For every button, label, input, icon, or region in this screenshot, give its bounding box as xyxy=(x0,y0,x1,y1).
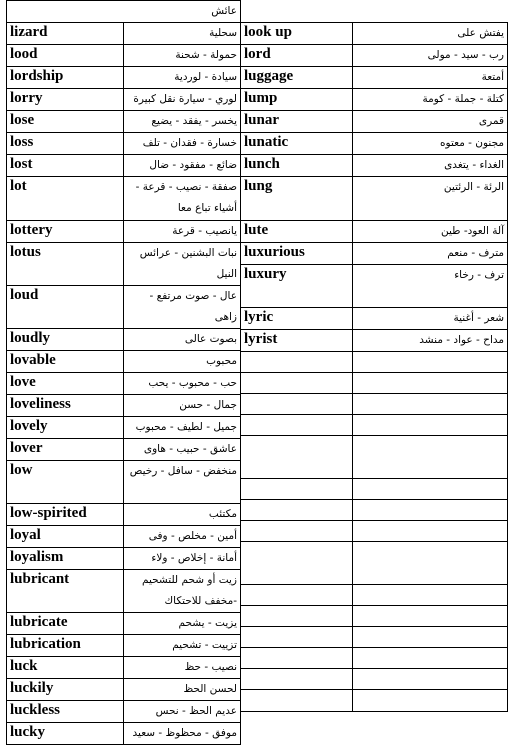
arabic-meaning: ترف - رخاء xyxy=(353,265,508,308)
english-word: lucky xyxy=(7,723,124,745)
english-word: lovable xyxy=(7,351,124,373)
english-word xyxy=(241,690,353,712)
arabic-meaning xyxy=(353,521,508,542)
english-word xyxy=(241,585,353,606)
english-word xyxy=(241,394,353,415)
english-word xyxy=(241,436,353,479)
english-word: lump xyxy=(241,89,353,111)
table-row xyxy=(241,373,508,394)
table-row xyxy=(7,45,241,67)
english-word: lunar xyxy=(241,111,353,133)
arabic-meaning: نصيب - حظ xyxy=(124,657,241,679)
english-word: lover xyxy=(7,439,124,461)
english-word: loud xyxy=(7,286,124,329)
table-row xyxy=(241,606,508,627)
table-row xyxy=(7,286,241,329)
english-word: luxury xyxy=(241,265,353,308)
arabic-meaning: تزييت - تشحيم xyxy=(124,635,241,657)
table-row xyxy=(241,89,508,111)
table-row xyxy=(7,701,241,723)
table-row xyxy=(241,669,508,690)
table-row xyxy=(241,155,508,177)
table-row xyxy=(7,351,241,373)
english-word: luxurious xyxy=(241,243,353,265)
english-word xyxy=(241,669,353,690)
table-row xyxy=(241,436,508,479)
arabic-meaning xyxy=(353,648,508,669)
english-word xyxy=(241,606,353,627)
arabic-meaning: مجنون - معتوه xyxy=(353,133,508,155)
english-word: luggage xyxy=(241,67,353,89)
arabic-meaning: عاشق - حبيب - هاوى xyxy=(124,439,241,461)
english-word xyxy=(241,648,353,669)
table-row xyxy=(7,67,241,89)
table-row xyxy=(7,723,241,745)
arabic-meaning: يفتش على xyxy=(353,23,508,45)
arabic-meaning: مترف - منعم xyxy=(353,243,508,265)
table-row xyxy=(7,373,241,395)
arabic-meaning: خسارة - فقدان - تلف xyxy=(124,133,241,155)
table-row xyxy=(241,648,508,669)
table-row xyxy=(241,243,508,265)
arabic-meaning xyxy=(353,690,508,712)
arabic-meaning: عال - صوت مرتفع - زاهى xyxy=(124,286,241,329)
english-word xyxy=(241,352,353,373)
arabic-meaning xyxy=(353,627,508,648)
table-row xyxy=(241,394,508,415)
arabic-meaning: يخسر - يفقد - يضيع xyxy=(124,111,241,133)
arabic-meaning xyxy=(353,352,508,373)
arabic-meaning: حمولة - شحنة xyxy=(124,45,241,67)
english-word xyxy=(241,415,353,436)
arabic-meaning: رب - سيد - مولى xyxy=(353,45,508,67)
arabic-meaning: ضائع - مفقود - ضال xyxy=(124,155,241,177)
left-vocabulary-table xyxy=(6,0,241,745)
english-word: lute xyxy=(241,221,353,243)
table-row xyxy=(241,330,508,352)
arabic-meaning: مداح - عواد - منشد xyxy=(353,330,508,352)
english-word: lubricate xyxy=(7,613,124,635)
english-word: luckily xyxy=(7,679,124,701)
arabic-meaning: جميل - لطيف - محبوب xyxy=(124,417,241,439)
arabic-meaning: سحلية xyxy=(124,23,241,45)
english-word: lunch xyxy=(241,155,353,177)
table-row xyxy=(241,308,508,330)
english-word: loveliness xyxy=(7,395,124,417)
table-row xyxy=(241,500,508,521)
table-row xyxy=(7,679,241,701)
table-row xyxy=(241,133,508,155)
english-word: luckless xyxy=(7,701,124,723)
top-note: عائش xyxy=(7,1,241,23)
arabic-meaning: نبات البشنين - عرائس النيل xyxy=(124,243,241,286)
right-column xyxy=(240,22,508,712)
arabic-meaning: سيادة - لوردية xyxy=(124,67,241,89)
english-word: lizard xyxy=(7,23,124,45)
english-word xyxy=(241,500,353,521)
english-word: lyric xyxy=(241,308,353,330)
table-row xyxy=(241,415,508,436)
table-row xyxy=(241,479,508,500)
table-row xyxy=(241,585,508,606)
table-row xyxy=(7,177,241,221)
table-row xyxy=(7,89,241,111)
arabic-meaning: الغداء - يتغدى xyxy=(353,155,508,177)
arabic-meaning: أمانة - إخلاص - ولاء xyxy=(124,548,241,570)
table-row xyxy=(241,265,508,308)
english-word: lottery xyxy=(7,221,124,243)
english-word: lotus xyxy=(7,243,124,286)
table-row xyxy=(241,111,508,133)
table-row xyxy=(241,67,508,89)
table-row xyxy=(7,329,241,351)
english-word: lovely xyxy=(7,417,124,439)
table-row xyxy=(241,221,508,243)
arabic-meaning xyxy=(353,669,508,690)
table-row xyxy=(7,613,241,635)
english-word: low-spirited xyxy=(7,504,124,526)
english-word: luck xyxy=(7,657,124,679)
english-word: look up xyxy=(241,23,353,45)
table-row xyxy=(241,521,508,542)
arabic-meaning xyxy=(353,373,508,394)
arabic-meaning: منخفض - سافل - رخيص xyxy=(124,461,241,504)
english-word: low xyxy=(7,461,124,504)
english-word xyxy=(241,627,353,648)
english-word: loyalism xyxy=(7,548,124,570)
arabic-meaning: حب - محبوب - يحب xyxy=(124,373,241,395)
arabic-meaning: صفقة - نصيب - قرعة - أشياء تباع معا xyxy=(124,177,241,221)
arabic-meaning: آلة العود- طين xyxy=(353,221,508,243)
table-row xyxy=(241,45,508,67)
arabic-meaning xyxy=(353,542,508,585)
table-row xyxy=(7,111,241,133)
table-row xyxy=(7,461,241,504)
table-row xyxy=(7,395,241,417)
table-row xyxy=(7,657,241,679)
english-word xyxy=(241,373,353,394)
english-word: lood xyxy=(7,45,124,67)
english-word xyxy=(241,542,353,585)
english-word: loyal xyxy=(7,526,124,548)
english-word: lord xyxy=(241,45,353,67)
arabic-meaning xyxy=(353,606,508,627)
arabic-meaning xyxy=(353,585,508,606)
english-word: loudly xyxy=(7,329,124,351)
arabic-meaning: مكتئب xyxy=(124,504,241,526)
table-row xyxy=(7,23,241,45)
table-row xyxy=(7,133,241,155)
arabic-meaning: أمتعة xyxy=(353,67,508,89)
table-row xyxy=(7,417,241,439)
arabic-meaning: محبوب xyxy=(124,351,241,373)
table-row xyxy=(241,542,508,585)
english-word: lubricant xyxy=(7,570,124,613)
english-word: lot xyxy=(7,177,124,221)
arabic-meaning xyxy=(353,415,508,436)
arabic-meaning: لوري - سيارة نقل كبيرة xyxy=(124,89,241,111)
arabic-meaning xyxy=(353,394,508,415)
english-word: love xyxy=(7,373,124,395)
english-word: lung xyxy=(241,177,353,221)
english-word xyxy=(241,521,353,542)
arabic-meaning: كتلة - جملة - كومة xyxy=(353,89,508,111)
arabic-meaning xyxy=(353,479,508,500)
table-row xyxy=(7,221,241,243)
table-row xyxy=(241,23,508,45)
table-row xyxy=(241,177,508,221)
arabic-meaning: عديم الحظ - نحس xyxy=(124,701,241,723)
right-vocabulary-table xyxy=(240,22,508,712)
table-row xyxy=(241,690,508,712)
english-word xyxy=(241,479,353,500)
arabic-meaning: بصوت عالى xyxy=(124,329,241,351)
arabic-meaning: زيت أو شحم للتشحيم -مخفف للاحتكاك xyxy=(124,570,241,613)
arabic-meaning: جمال - حسن xyxy=(124,395,241,417)
table-row xyxy=(241,352,508,373)
top-note-row xyxy=(7,1,241,23)
english-word: lunatic xyxy=(241,133,353,155)
english-word: lyrist xyxy=(241,330,353,352)
arabic-meaning xyxy=(353,500,508,521)
table-row xyxy=(7,526,241,548)
arabic-meaning: موفق - محظوظ - سعيد xyxy=(124,723,241,745)
left-column xyxy=(6,0,240,745)
english-word: lorry xyxy=(7,89,124,111)
table-row xyxy=(7,635,241,657)
arabic-meaning: الرئة - الرئتين xyxy=(353,177,508,221)
table-row xyxy=(7,504,241,526)
english-word: loss xyxy=(7,133,124,155)
arabic-meaning: أمين - مخلص - وفى xyxy=(124,526,241,548)
arabic-meaning xyxy=(353,436,508,479)
english-word: lost xyxy=(7,155,124,177)
english-word: lubrication xyxy=(7,635,124,657)
arabic-meaning: يانصيب - قرعة xyxy=(124,221,241,243)
table-row xyxy=(7,548,241,570)
arabic-meaning: لحسن الحظ xyxy=(124,679,241,701)
table-row xyxy=(7,155,241,177)
english-word: lose xyxy=(7,111,124,133)
table-row xyxy=(7,570,241,613)
table-row xyxy=(7,439,241,461)
table-row xyxy=(241,627,508,648)
arabic-meaning: قمرى xyxy=(353,111,508,133)
english-word: lordship xyxy=(7,67,124,89)
table-row xyxy=(7,243,241,286)
arabic-meaning: شعر - أغنية xyxy=(353,308,508,330)
arabic-meaning: يزيت - يشحم xyxy=(124,613,241,635)
